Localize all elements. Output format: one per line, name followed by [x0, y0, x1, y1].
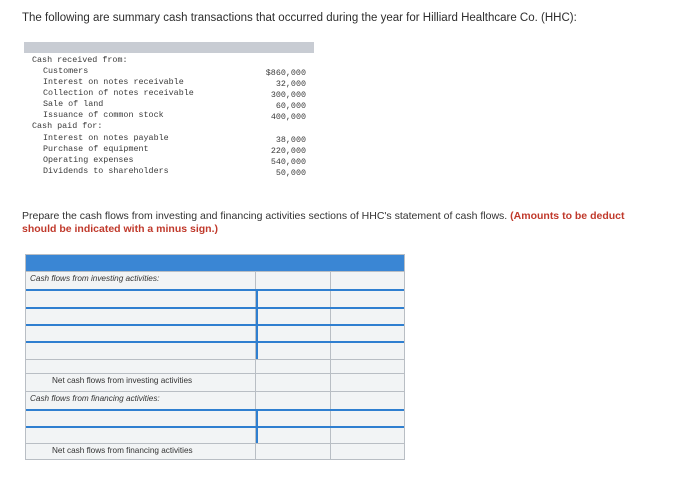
total-input[interactable]: [331, 392, 404, 409]
amount-input[interactable]: [256, 272, 331, 289]
amount-input[interactable]: [256, 392, 331, 409]
table-row: [26, 341, 404, 359]
total-input[interactable]: [331, 272, 404, 289]
table-row: [26, 391, 404, 409]
table-row: [26, 271, 404, 289]
table-row: [26, 373, 404, 391]
cash-transactions-panel: [24, 42, 314, 187]
problem-intro: The following are summary cash transactions that occurred during the year for Hilliard Healthcare Co. (HHC):: [22, 12, 577, 24]
total-input[interactable]: [331, 309, 404, 324]
amount-input[interactable]: [256, 374, 331, 391]
cash-received-amount: 400,000: [270, 112, 306, 122]
row-label-cell: [26, 360, 256, 373]
table-row: [26, 307, 404, 324]
cash-received-label: Collection of notes receivable: [43, 88, 194, 98]
account-input[interactable]: [26, 343, 256, 359]
row-label-cell: [26, 444, 256, 459]
amount-input[interactable]: [256, 411, 331, 426]
worksheet-header-bar: [26, 255, 404, 271]
net-financing-total-input[interactable]: [331, 444, 404, 459]
cash-paid-amount: 50,000: [275, 168, 306, 178]
financing-section-label: Cash flows from financing activities:: [30, 394, 160, 403]
panel-header-bar: [24, 42, 314, 53]
account-input[interactable]: [26, 411, 256, 426]
table-row: [26, 426, 404, 443]
amount-input[interactable]: [256, 309, 331, 324]
net-investing-label: Net cash flows from investing activities: [52, 376, 193, 385]
net-investing-total-input[interactable]: [331, 374, 404, 391]
account-input[interactable]: [26, 428, 256, 443]
table-row: [26, 443, 404, 459]
cash-paid-label: Interest on notes payable: [43, 133, 169, 143]
cash-received-label: Interest on notes receivable: [43, 77, 184, 87]
row-label-cell: [26, 374, 256, 391]
cash-received-label: Customers: [43, 66, 89, 76]
cash-paid-header: Cash paid for:: [32, 121, 103, 131]
cash-paid-amount: 38,000: [275, 135, 306, 145]
amount-input[interactable]: [256, 343, 331, 359]
total-input[interactable]: [331, 343, 404, 359]
cash-paid-amount: 220,000: [270, 146, 306, 156]
investing-section-label: Cash flows from investing activities:: [30, 274, 160, 283]
cash-paid-label: Purchase of equipment: [43, 144, 149, 154]
cash-received-amount: $860,000: [265, 68, 306, 78]
cash-received-label: Issuance of common stock: [43, 110, 164, 120]
cash-received-amount: 60,000: [275, 101, 306, 111]
cash-paid-label: Dividends to shareholders: [43, 166, 169, 176]
total-input[interactable]: [331, 411, 404, 426]
total-input[interactable]: [331, 428, 404, 443]
net-financing-label: Net cash flows from financing activities: [52, 446, 193, 455]
cash-received-header: Cash received from:: [32, 55, 128, 65]
instructions: [22, 210, 700, 236]
instructions-note: (Amounts to be deduct: [510, 210, 625, 222]
row-label-cell: [26, 272, 256, 289]
amount-input[interactable]: [256, 360, 331, 373]
amount-input[interactable]: [256, 444, 331, 459]
instructions-text: Prepare the cash flows from investing and financing activities sections of HHC's statement of cash flows.: [22, 210, 511, 222]
account-input[interactable]: [26, 309, 256, 324]
table-row: [26, 359, 404, 373]
cash-paid-label: Operating expenses: [43, 155, 134, 165]
total-input[interactable]: [331, 360, 404, 373]
account-input[interactable]: [26, 291, 256, 307]
instructions-note-continued: should be indicated with a minus sign.): [22, 223, 219, 235]
cash-received-amount: 32,000: [275, 79, 306, 89]
cash-received-amount: 300,000: [270, 90, 306, 100]
amount-input[interactable]: [256, 326, 331, 341]
cash-received-label: Sale of land: [43, 99, 104, 109]
amount-input[interactable]: [256, 428, 331, 443]
total-input[interactable]: [331, 326, 404, 341]
account-input[interactable]: [26, 326, 256, 341]
total-input[interactable]: [331, 291, 404, 307]
table-row: [26, 289, 404, 307]
cash-flows-worksheet: [25, 254, 405, 460]
table-row: [26, 409, 404, 426]
row-label-cell: [26, 392, 256, 409]
table-row: [26, 324, 404, 341]
cash-paid-amount: 540,000: [270, 157, 306, 167]
amount-input[interactable]: [256, 291, 331, 307]
